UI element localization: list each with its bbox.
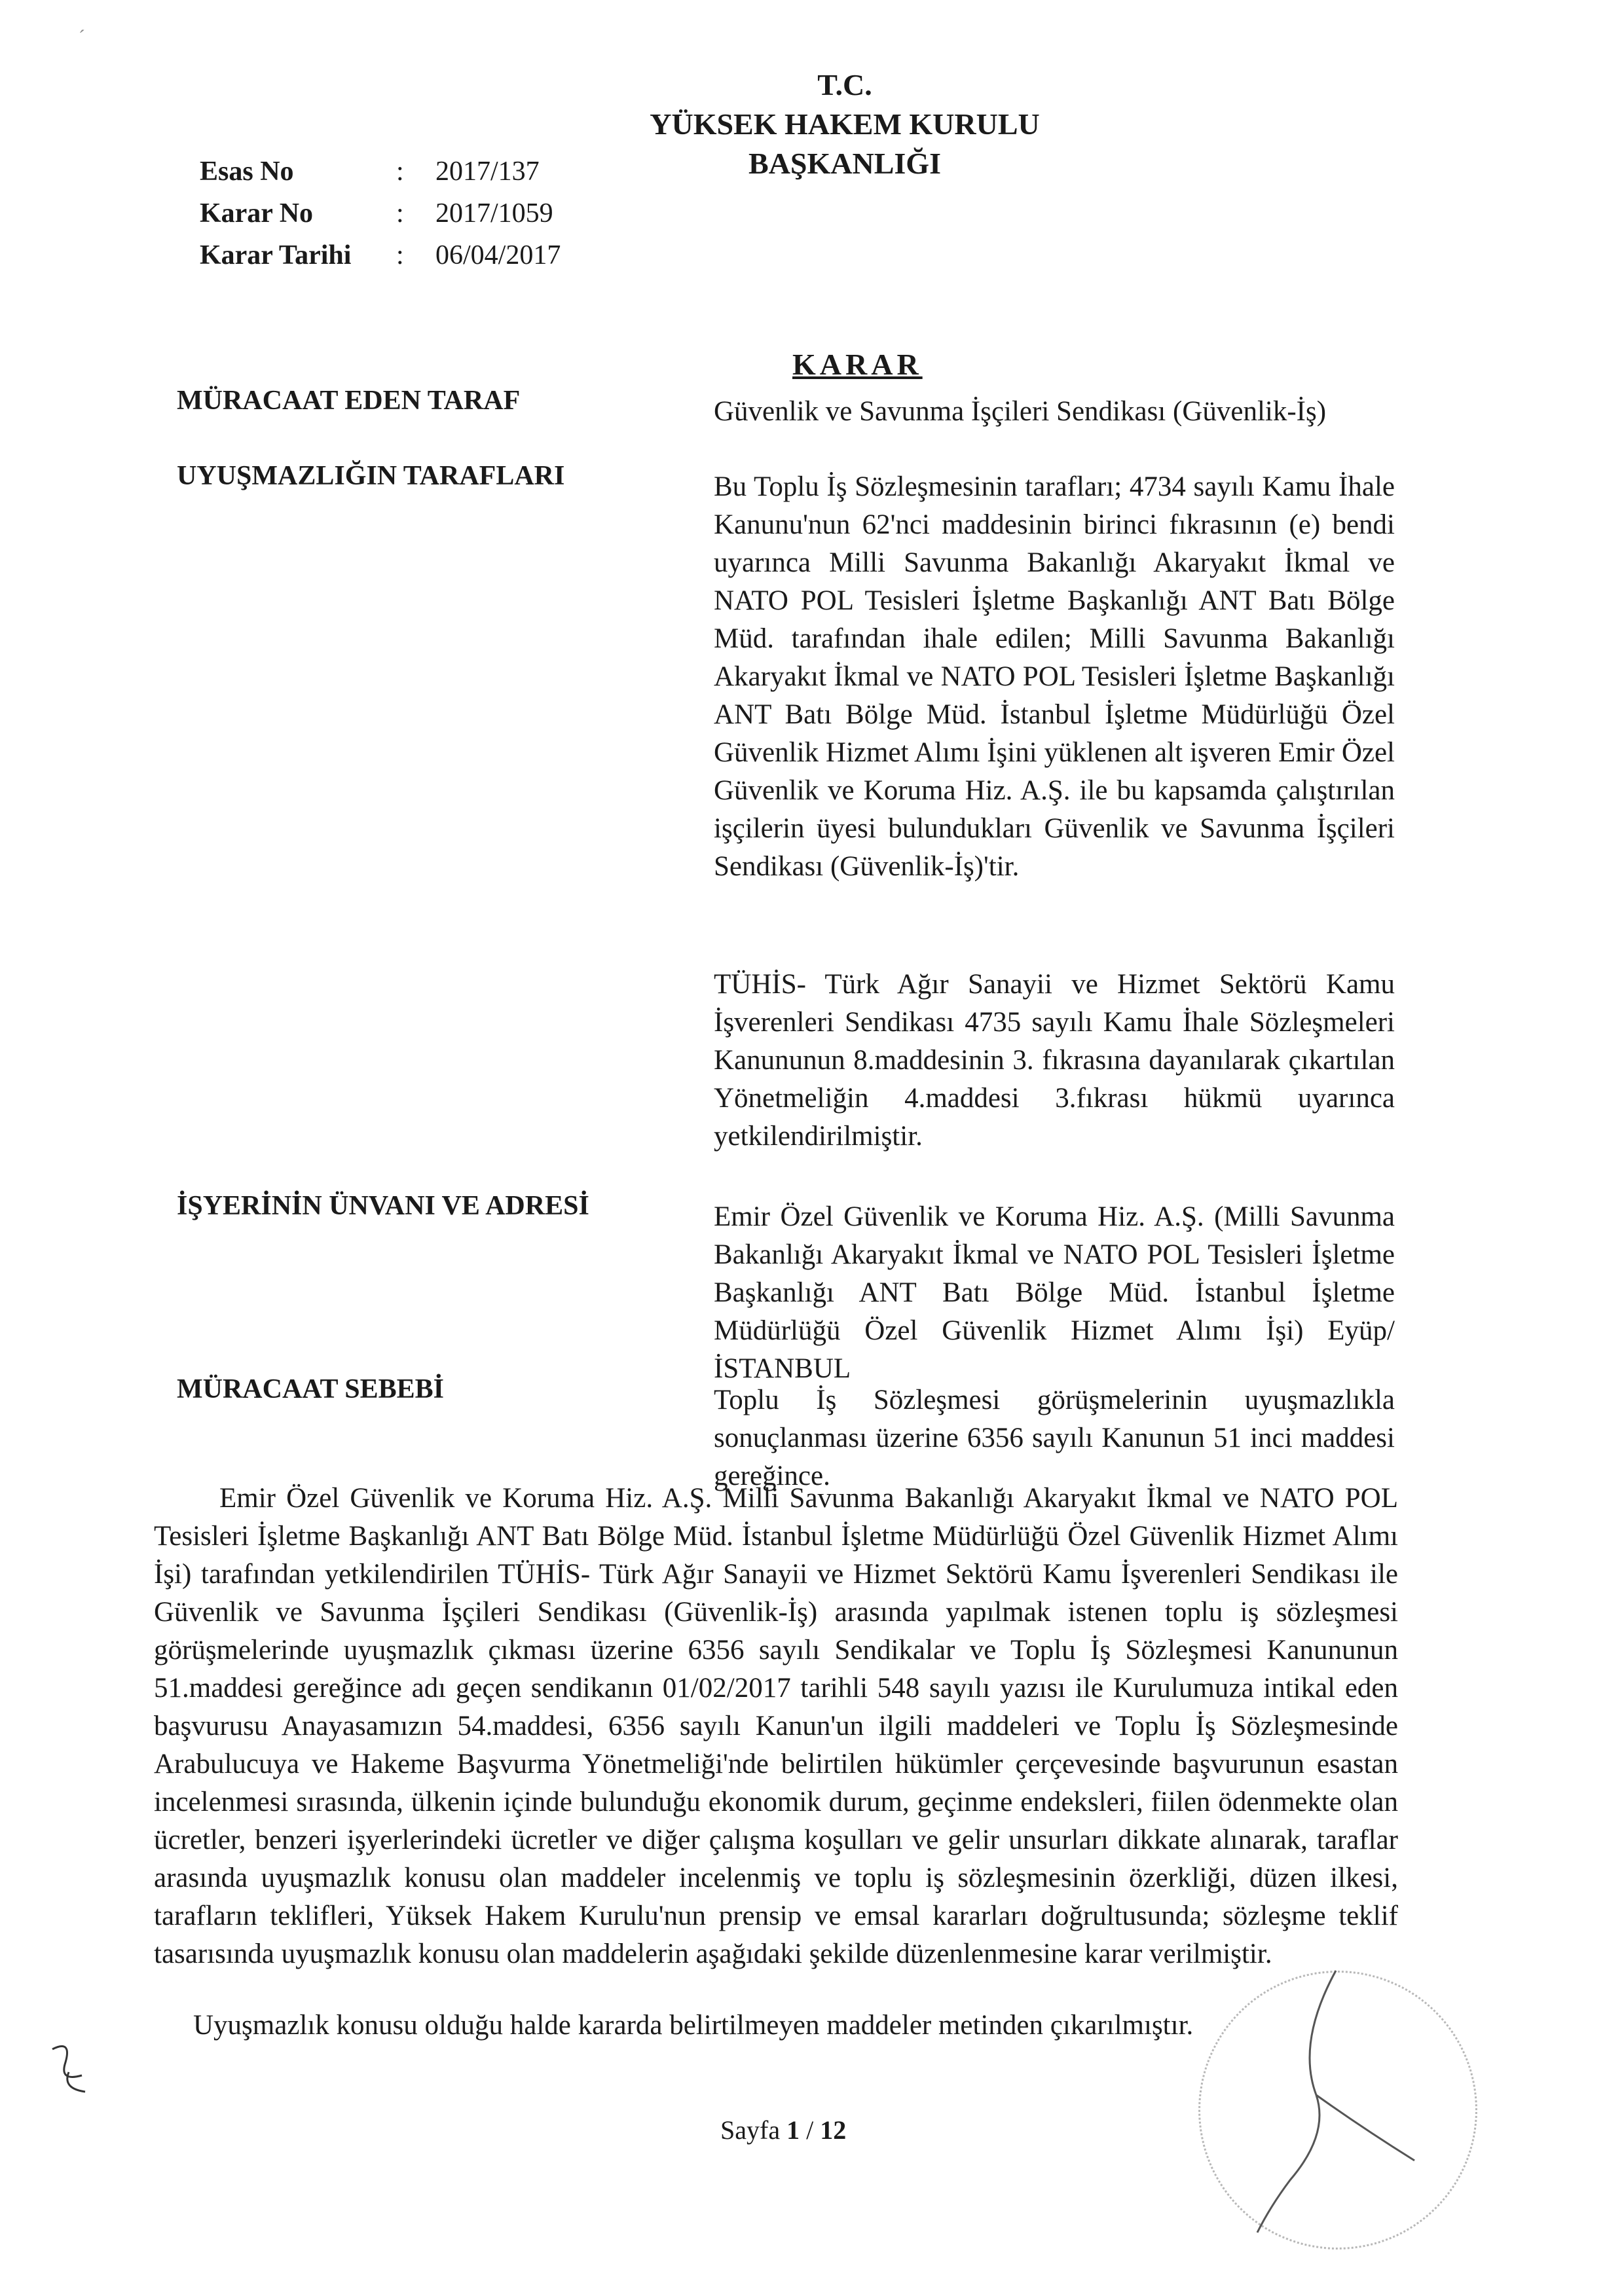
scan-mark: ˊ [79,26,85,48]
meta-key: Karar No [200,198,314,228]
meta-key: Karar Tarihi [200,240,352,270]
page-total: 12 [820,2115,847,2145]
page-current: 1 [786,2115,800,2145]
meta-row-karar [200,192,561,234]
meta-value: 2017/137 [435,156,540,187]
header-institution: YÜKSEK HAKEM KURULU [650,107,1040,141]
header-tc: T.C. [817,68,872,101]
document-header [589,65,1100,183]
case-meta [200,151,561,276]
body-paragraph-2: Uyuşmazlık konusu olduğu halde kararda belirtilmeyen maddeler metinden çıkarılmıştır. [193,2010,1194,2041]
meta-colon: : [396,240,404,270]
meta-row-tarih [200,234,561,276]
meta-value: 06/04/2017 [435,240,561,270]
meta-key: Esas No [200,156,294,187]
page-separator: / [800,2115,821,2145]
decision-title: KARAR [792,348,923,381]
body-paragraph-1: Emir Özel Güvenlik ve Koruma Hiz. A.Ş. Milli Savunma Bakanlığı Akaryakıt İkmal ve NATO POL Tesisleri İşletme Başkanlığı ANT Batı Bölge Müd. İstanbul İşletme Müdürlüğü Özel Güvenlik Hizmet Alımı İşi) tarafından yetkilendirilen TÜHİS- Türk Ağır Sanayii ve Hizmet Sektörü Kamu İşverenleri Sendikası ile Güvenlik ve Savunma İşçileri Sendikası (Güvenlik-İş) arasında yapılmak istenen toplu iş sözleşmesi görüşmelerinde uyuşmazlık çıkması üzerine 6356 sayılı Sendikalar ve Toplu İş Sözleşmesi Kanununun 51.maddesi gereğince adı geçen sendikanın 01/02/2017 tarihli 548 sayılı yazısı ile Kurulumuza intikal eden başvurusu Anayasamızın 54.maddesi, 6356 sayılı Kanun'un ilgili maddeleri ve Toplu İş Sözleşmesinde Arabulucuya ve Hakeme Başvurma Yönetmeliği'nde belirtilen hükümler çerçevesinde başvurunun esastan incelenmesi sırasında, ülkenin içinde bulunduğu ekonomik durum, geçinme endeksleri, fiilen ödenmekte olan ücretler, benzeri işyerlerindeki ücretler ve diğer çalışma koşulları ve gelir unsurları dikkate alınarak, taraflar arasında uyuşmazlık konusu olan maddeler incelenmiş ve toplu iş sözleşmesinin özerkliği, düzen ilkesi, tarafların teklifleri, Yüksek Hakem Kurulu'nun prensip ve emsal kararları doğrultusunda; sözleşme teklif tasarısında uyuşmazlık konusu olan maddelerin aşağıdaki şekilde düzenlenmesine karar verilmiştir. [154,1483,1398,1969]
reason-label: MÜRACAAT SEBEBİ [177,1374,445,1404]
meta-colon: : [396,156,404,187]
header-presidency: BAŞKANLIĞI [748,147,941,180]
parties-label: UYUŞMAZLIĞIN TARAFLARI [177,461,565,491]
workplace-value: Emir Özel Güvenlik ve Koruma Hiz. A.Ş. (Milli Savunma Bakanlığı Akaryakıt İkmal ve NATO POL Tesisleri İşletme Başkanlığı ANT Batı Bölge Müd. İstanbul İşletme Müdürlüğü Özel Güvenlik Hizmet Alımı İşi) Eyüp/İSTANBUL [714,1201,1395,1384]
page-prefix: Sayfa [720,2115,787,2145]
parties-value-2: TÜHİS- Türk Ağır Sanayii ve Hizmet Sektörü Kamu İşverenleri Sendikası 4735 sayılı Kamu İhale Sözleşmeleri Kanununun 8.maddesinin 3. fıkrasına dayanılarak çıkartılan Yönetmeliğin 4.maddesi 3.fıkrası hükmü uyarınca yetkilendirilmiştir. [714,969,1395,1152]
meta-colon: : [396,198,404,228]
applicant-label: MÜRACAAT EDEN TARAF [177,386,521,416]
initial-signature [46,2036,118,2095]
signature-stroke [1218,1964,1441,2239]
meta-row-esas [200,151,561,192]
page-footer [720,2115,846,2145]
applicant-value: Güvenlik ve Savunma İşçileri Sendikası (Güvenlik-İş) [714,396,1327,427]
meta-value: 2017/1059 [435,198,553,228]
reason-value: Toplu İş Sözleşmesi görüşmelerinin uyuşmazlıkla sonuçlanması üzerine 6356 sayılı Kanunun 51 inci maddesi gereğince. [714,1385,1395,1491]
workplace-label: İŞYERİNİN ÜNVANI VE ADRESİ [177,1191,589,1221]
parties-value-1: Bu Toplu İş Sözleşmesinin tarafları; 4734 sayılı Kamu İhale Kanunu'nun 62'nci maddesinin birinci fıkrasının (e) bendi uyarınca Milli Savunma Bakanlığı Akaryakıt İkmal ve NATO POL Tesisleri İşletme Başkanlığı ANT Batı Bölge Müd. tarafından ihale edilen; Milli Savunma Bakanlığı Akaryakıt İkmal ve NATO POL Tesisleri İşletme Başkanlığı ANT Batı Bölge Müd. İstanbul İşletme Müdürlüğü Özel Güvenlik Hizmet Alımı İşini yüklenen alt işveren Emir Özel Güvenlik ve Koruma Hiz. A.Ş. ile bu kapsamda çalıştırılan işçilerin üyesi bulundukları Güvenlik ve Savunma İşçileri Sendikası (Güvenlik-İş)'tir. [714,471,1395,882]
